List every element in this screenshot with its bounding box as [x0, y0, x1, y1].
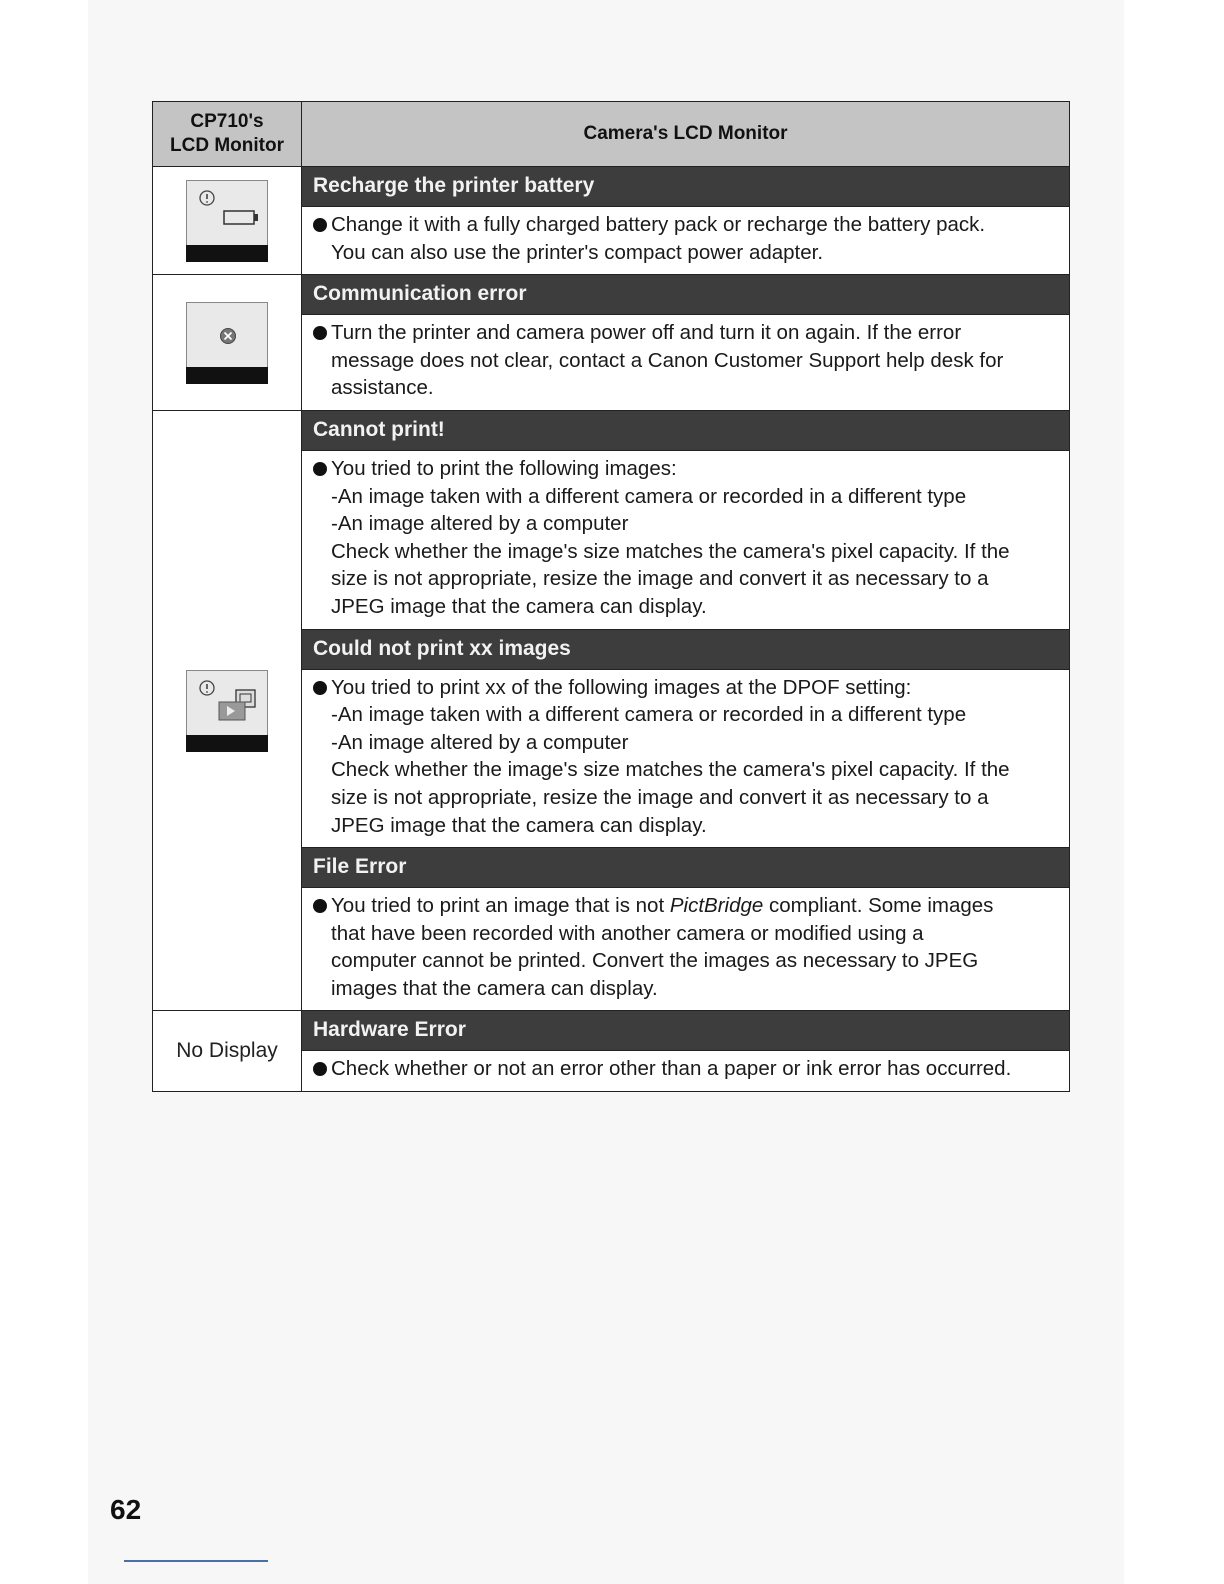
image-warning-icon: [186, 670, 268, 752]
camera-lcd-cell: [302, 167, 1070, 275]
printer-lcd-cell: [153, 167, 302, 275]
message-body: Check whether or not an error other than a paper or ink error has occurred.: [302, 1051, 1069, 1091]
table-row: [153, 167, 1070, 275]
camera-lcd-cell: [302, 275, 1070, 411]
page-number: 62: [110, 1494, 142, 1525]
printer-lcd-cell: [153, 275, 302, 411]
error-table: [152, 101, 1070, 1092]
bullet-icon: [313, 899, 327, 913]
message-title: Hardware Error: [302, 1011, 1069, 1051]
message-body: You tried to print the following images: -An image taken with a different camera or recorded in a different type -An image altered by a computer Check whether the image's size matches the camera's pixel capacity. If the size is not appropriate, resize the image and convert it as necessary to a JPEG image that the camera can display.: [302, 451, 1069, 629]
bullet-icon: [313, 1062, 327, 1076]
table-row: [153, 275, 1070, 411]
no-display-label: No Display: [153, 1011, 302, 1092]
message-body: You tried to print an image that is not PictBridge compliant. Some images that have been recorded with another camera or modified using a computer cannot be printed. Convert the images as necessary to JPEG images that the camera can display.: [302, 888, 1069, 1010]
message-title: Recharge the printer battery: [302, 167, 1069, 207]
battery-warning-icon: [186, 180, 268, 262]
message-body: Turn the printer and camera power off and turn it on again. If the error message does not clear, contact a Canon Customer Support help desk for assistance.: [302, 315, 1069, 410]
header-cp710-lcd: CP710's LCD Monitor: [153, 102, 302, 167]
message-title: Cannot print!: [302, 411, 1069, 451]
footer-rule: [124, 1560, 268, 1562]
camera-lcd-cell: [302, 410, 1070, 1011]
message-title: Could not print xx images: [302, 629, 1069, 670]
message-title: File Error: [302, 847, 1069, 888]
table-header-row: [153, 102, 1070, 167]
bullet-icon: [313, 218, 327, 232]
bullet-icon: [313, 326, 327, 340]
table-row: [153, 1011, 1070, 1092]
message-body: You tried to print xx of the following images at the DPOF setting: -An image taken with a different camera or recorded in a different type -An image altered by a computer Check whether the image's size matches the camera's pixel capacity. If the size is not appropriate, resize the image and convert it as necessary to a JPEG image that the camera can display.: [302, 670, 1069, 848]
bullet-icon: [313, 681, 327, 695]
communication-error-icon: [186, 302, 268, 384]
table-row: [153, 410, 1070, 1011]
header-camera-lcd: Camera's LCD Monitor: [302, 102, 1070, 167]
camera-lcd-cell: [302, 1011, 1070, 1092]
printer-lcd-cell: [153, 410, 302, 1011]
message-title: Communication error: [302, 275, 1069, 315]
bullet-icon: [313, 462, 327, 476]
message-body: Change it with a fully charged battery pack or recharge the battery pack. You can also use the printer's compact power adapter.: [302, 207, 1069, 274]
